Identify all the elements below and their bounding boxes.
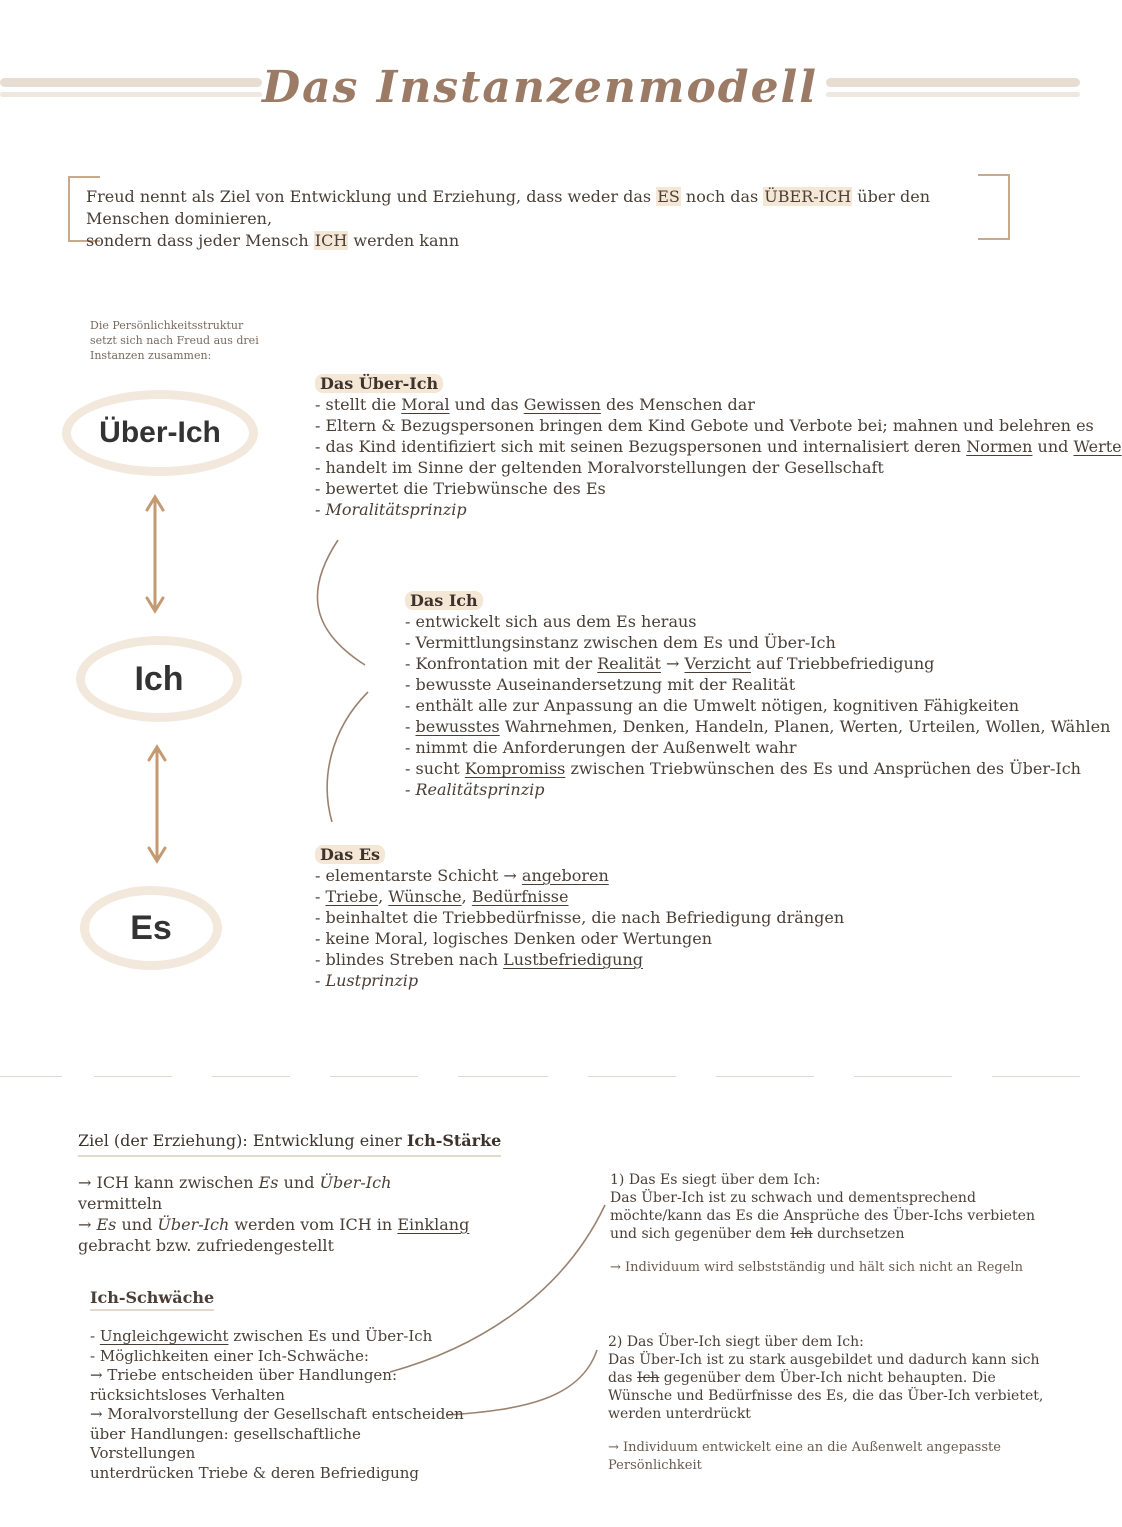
es-line-3: - beinhaltet die Triebbedürfnisse, die nach Befriedigung drängen — [315, 908, 845, 927]
es-section — [315, 845, 844, 991]
separator-7 — [716, 1076, 814, 1077]
ueberich-section — [315, 374, 1122, 520]
es-line-2: - Triebe, Wünsche, Bedürfnisse — [315, 887, 569, 906]
es-highlight: ES — [657, 187, 680, 206]
case-1-title: 1) Das Es siegt über dem Ich: — [610, 1172, 821, 1188]
separator-5 — [458, 1076, 548, 1077]
ich-highlight: ICH — [314, 231, 348, 250]
ueberich-title: Das Über-Ich — [315, 374, 443, 393]
ich-line-6: - bewusstes Wahrnehmen, Denken, Handeln, Planen, Werten, Urteilen, Wollen, Wählen — [405, 717, 1111, 736]
ich-line-2: - Vermittlungsinstanz zwischen dem Es und Über-Ich — [405, 633, 836, 652]
weakness-line-3: → Triebe entscheiden über Handlungen: — [90, 1366, 398, 1384]
goal-line-1: → ICH kann zwischen Es und Über-Ich vermitteln — [78, 1173, 392, 1213]
oval-ueberich: Über-Ich — [62, 390, 258, 476]
ueberich-line-2: - Eltern & Bezugspersonen bringen dem Kind Gebote und Verbote bei; mahnen und belehren es — [315, 416, 1094, 435]
intro-text: Freud nennt als Ziel von Entwicklung und Erziehung, dass weder das ES noch das ÜBER-ICH über den Menschen dominieren, sondern dass jeder Mensch ICH werden kann — [86, 187, 931, 250]
weakness-line-6: über Handlungen: gesellschaftliche Vorstellungen — [90, 1424, 361, 1462]
es-line-1: - elementarste Schicht → angeboren — [315, 866, 609, 885]
curve-case2 — [448, 1350, 597, 1415]
separator-1 — [0, 1076, 62, 1077]
weakness-list — [90, 1327, 470, 1483]
goal-list — [78, 1172, 478, 1256]
ueberich-line-1: - stellt die Moral und das Gewissen des Menschen dar — [315, 395, 755, 414]
ich-section — [405, 591, 1110, 800]
weakness-line-1: - Ungleichgewicht zwischen Es und Über-Ich — [90, 1327, 433, 1345]
weakness-line-2: - Möglichkeiten einer Ich-Schwäche: — [90, 1346, 369, 1365]
separator-4 — [330, 1076, 418, 1077]
es-title: Das Es — [315, 845, 385, 864]
oval-es: Es — [80, 886, 222, 970]
weakness-line-4: rücksichtsloses Verhalten — [90, 1385, 285, 1404]
es-line-6: - Lustprinzip — [315, 971, 419, 990]
ich-line-9: - Realitätsprinzip — [405, 780, 545, 799]
weakness-title: Ich-Schwäche — [90, 1288, 214, 1311]
case-2-title: 2) Das Über-Ich siegt über dem Ich: — [608, 1334, 864, 1350]
case-2-text: Das Über-Ich ist zu stark ausgebildet und dadurch kann sich das Ich gegenüber dem Über-Ich nicht behaupten. Die Wünsche und Bedürfnisse des Es, die das Über-Ich verbietet, werden unterdrückt — [608, 1352, 1044, 1422]
ueberich-line-5: - bewertet die Triebwünsche des Es — [315, 479, 606, 498]
curve-upper — [317, 540, 365, 665]
case-1-text: Das Über-Ich ist zu schwach und dementsprechend möchte/kann das Es die Ansprüche des Über-Ichs verbieten und sich gegenüber dem Ich durchsetzen — [610, 1190, 1035, 1242]
ueberich-highlight: ÜBER-ICH — [764, 187, 852, 206]
case-1 — [610, 1171, 1045, 1277]
ich-line-3: - Konfrontation mit der Realität → Verzicht auf Triebbefriedigung — [405, 654, 935, 673]
curve-lower — [327, 692, 368, 822]
weakness-line-7: unterdrücken Triebe & deren Befriedigung — [90, 1463, 420, 1482]
ich-line-5: - enthält alle zur Anpassung an die Umwelt nötigen, kognitiven Fähigkeiten — [405, 696, 1020, 715]
separator-8 — [854, 1076, 952, 1077]
case-2 — [608, 1333, 1053, 1475]
ich-line-4: - bewusste Auseinandersetzung mit der Realität — [405, 675, 796, 694]
es-line-5: - blindes Streben nach Lustbefriedigung — [315, 950, 643, 969]
ueberich-line-6: - Moralitätsprinzip — [315, 500, 467, 519]
case-2-note: → Individuum entwickelt eine an die Außenwelt angepasste Persönlichkeit — [608, 1440, 1001, 1473]
separator-6 — [588, 1076, 676, 1077]
ueberich-line-4: - handelt im Sinne der geltenden Moralvorstellungen der Gesellschaft — [315, 458, 884, 477]
weakness-line-5: → Moralvorstellung der Gesellschaft entscheiden — [90, 1405, 464, 1423]
structure-note: Die Persönlichkeitsstruktur setzt sich nach Freud aus drei Instanzen zusammen: — [90, 319, 259, 362]
page-title: Das Instanzenmodell — [262, 62, 818, 113]
separator-9 — [992, 1076, 1080, 1077]
ich-title: Das Ich — [405, 591, 483, 610]
ich-line-1: - entwickelt sich aus dem Es heraus — [405, 612, 697, 631]
case-1-note: → Individuum wird selbstständig und hält sich nicht an Regeln — [610, 1260, 1023, 1275]
ueberich-line-3: - das Kind identifiziert sich mit seinen Bezugspersonen und internalisiert deren Normen und Werte — [315, 437, 1122, 456]
goal-line-2: → Es und Über-Ich werden vom ICH in Einklang — [78, 1215, 470, 1234]
es-line-4: - keine Moral, logisches Denken oder Wertungen — [315, 929, 713, 948]
ich-line-7: - nimmt die Anforderungen der Außenwelt wahr — [405, 738, 797, 757]
separator-2 — [94, 1076, 172, 1077]
ich-line-8: - sucht Kompromiss zwischen Triebwünschen des Es und Ansprüchen des Über-Ich — [405, 759, 1081, 778]
oval-ich: Ich — [76, 636, 242, 722]
goal-heading: Ziel (der Erziehung): Entwicklung einer Ich-Stärke — [78, 1130, 501, 1157]
separator-3 — [212, 1076, 290, 1077]
goal-line-3: gebracht bzw. zufriedengestellt — [78, 1236, 334, 1255]
